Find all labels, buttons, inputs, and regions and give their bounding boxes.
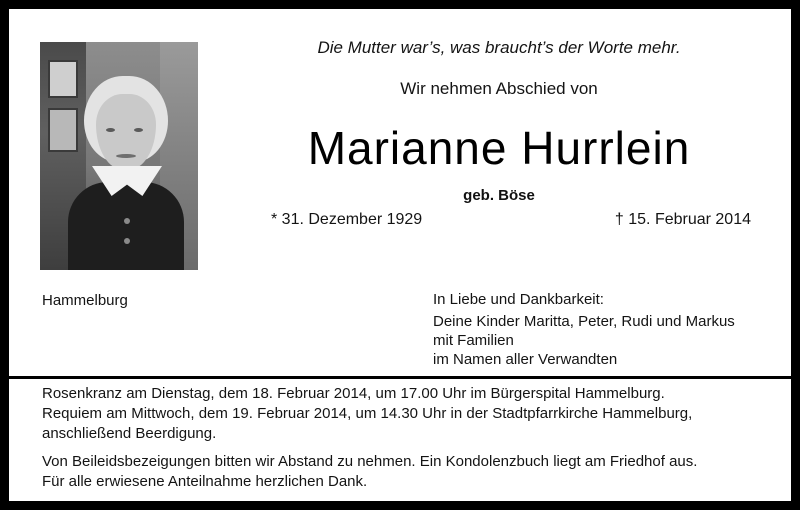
family-line: mit Familien (433, 332, 514, 349)
maiden-name: geb. Böse (463, 187, 535, 204)
service-line: Requiem am Mittwoch, dem 19. Februar 2014, um 14.30 Uhr in der Stadtpfarrkirche Hammelburg, (42, 405, 693, 422)
family-heading: In Liebe und Dankbarkeit: (433, 291, 604, 308)
service-line: anschließend Beerdigung. (42, 425, 217, 442)
farewell-text: Wir nehmen Abschied von (400, 79, 598, 98)
family-line: im Namen aller Verwandten (433, 351, 618, 368)
button-upper (124, 218, 130, 224)
button-lower (124, 238, 130, 244)
family-line: Deine Kinder Maritta, Peter, Rudi und Markus (433, 313, 735, 330)
motto-text: Die Mutter war’s, was braucht’s der Worte mehr. (317, 38, 681, 57)
life-dates (249, 211, 769, 229)
service-line: Rosenkranz am Dienstag, dem 18. Februar 2014, um 17.00 Uhr im Bürgerspital Hammelburg. (42, 385, 665, 402)
closing-line: Von Beileidsbezeigungen bitten wir Abstand zu nehmen. Ein Kondolenzbuch liegt am Friedhof aus. (42, 453, 698, 470)
wall-picture-one (48, 60, 78, 98)
notice-card (9, 9, 791, 501)
left-eye (106, 128, 115, 132)
deceased-name: Marianne Hurrlein (307, 122, 691, 174)
family-block (433, 290, 783, 369)
horizontal-divider (9, 376, 791, 379)
service-details (42, 384, 772, 444)
wall-picture-two (48, 108, 78, 152)
portrait-photo (40, 42, 198, 270)
birth-date: * 31. Dezember 1929 (271, 211, 423, 228)
closing-line: Für alle erwiesene Anteilnahme herzlichen Dank. (42, 473, 368, 490)
city-label: Hammelburg (42, 292, 128, 309)
mouth (116, 154, 136, 158)
closing-note (42, 452, 772, 492)
torso-shape (68, 182, 184, 270)
right-eye (134, 128, 143, 132)
death-date: † 15. Februar 2014 (614, 211, 751, 228)
